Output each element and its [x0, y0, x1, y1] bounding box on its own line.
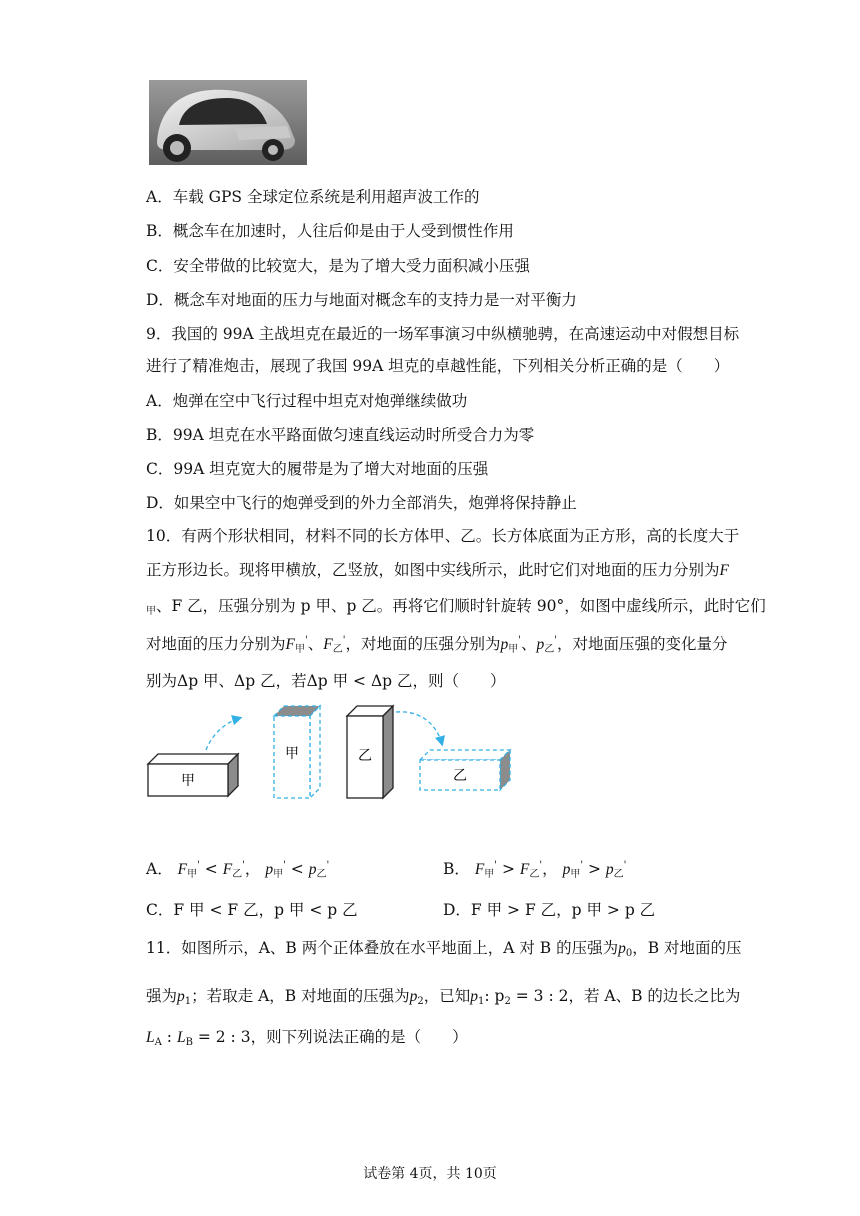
sym-p: p [265, 861, 274, 878]
sym-p2: p [409, 988, 418, 1005]
q10-stem-line2-F: F [719, 562, 729, 579]
block-yi-label: 乙 [358, 748, 372, 764]
f-yi-prime: F [323, 636, 333, 653]
sym-p1: p [177, 988, 185, 1005]
q9-option-b: B．99A 坦克在水平路面做匀速直线运动时所受合力为零 [146, 426, 535, 444]
prime: ' [197, 860, 200, 871]
prime: ' [304, 635, 308, 646]
block-jia-label: 甲 [181, 773, 195, 789]
q10-line4-part3: ，对地面压强的变化量分 [557, 635, 728, 653]
prime: ' [242, 860, 245, 871]
q8-option-c: C．安全带做的比较宽大，是为了增大受力面积减小压强 [146, 257, 530, 275]
gt: > [583, 860, 606, 878]
prime: ' [518, 635, 521, 646]
prime: ' [623, 860, 627, 871]
colon: : [161, 1028, 177, 1046]
ratio-p: : p [484, 987, 505, 1005]
q11-line1-tail: ，B 对地面的压 [632, 939, 742, 957]
q9-stem-line2: 进行了精准炮击，展现了我国 99A 坦克的卓越性能，下列相关分析正确的是（ ） [146, 357, 730, 375]
block-jia-dashed-label: 甲 [285, 746, 299, 762]
p-jia-prime: p [500, 636, 509, 653]
sym-L: L [176, 1029, 186, 1046]
q10-option-d: D．F 甲 > F 乙，p 甲 > p 乙 [443, 901, 656, 919]
q8-option-a: A．车载 GPS 全球定位系统是利用超声波工作的 [146, 188, 480, 206]
block-yi-solid [347, 706, 393, 798]
prime: ' [554, 635, 557, 646]
q9-option-d: D．如果空中飞行的炮弹受到的外力全部消失，炮弹将保持静止 [146, 494, 577, 512]
p-yi-prime: p [536, 636, 545, 653]
page-footer: 试卷第 4页，共 10页 [363, 1166, 497, 1182]
sym-p: p [562, 861, 571, 878]
sub-B: B [185, 1037, 193, 1048]
sub-yi: 乙 [529, 869, 540, 880]
q11-line3-tail: ，则下列说法正确的是（ ） [250, 1028, 468, 1046]
sub-jia: 甲 [187, 869, 198, 880]
sym-F: F [474, 861, 485, 878]
q9-option-a: A．炮弹在空中飞行过程中坦克对炮弹继续做功 [146, 392, 468, 410]
sym-L: L [146, 1029, 155, 1046]
sub-jia: 甲 [484, 869, 495, 880]
ratio-L: = 2 : 3 [192, 1028, 251, 1046]
sym-F: F [519, 861, 530, 878]
f-jia-prime: F [285, 636, 295, 653]
sub-yi: 乙 [332, 644, 343, 655]
lt: < [199, 860, 223, 878]
sub-0: 0 [625, 948, 633, 959]
q11-line2-c: ，已知 [423, 987, 471, 1005]
sym-p: p [605, 861, 614, 878]
opt-letter: A． [146, 860, 173, 878]
sub-yi: 乙 [544, 644, 555, 655]
q9-option-c: C．99A 坦克宽大的履带是为了增大对地面的压强 [146, 460, 489, 478]
concept-car-image [149, 80, 307, 165]
q11-line2-d: ，若 A、B 的边长之比为 [568, 987, 741, 1005]
sub-yi: 乙 [613, 869, 624, 880]
q11-line2-b: ；若取走 A，B 对地面的压强为 [191, 987, 410, 1005]
opt-letter: B． [443, 860, 470, 878]
block-jia-dashed [274, 706, 320, 798]
sub-jia: 甲 [508, 644, 519, 655]
q8-option-d: D．概念车对地面的压力与地面对概念车的支持力是一对平衡力 [146, 291, 577, 309]
q10-stem-line3-jia: 甲 [146, 606, 156, 617]
comma: ， [542, 860, 558, 878]
q10-stem-line2 [146, 558, 729, 580]
sym-p0: p [618, 940, 626, 957]
sub-jia: 甲 [273, 869, 284, 880]
q10-figure [140, 700, 530, 806]
q8-option-b: B．概念车在加速时，人往后仰是由于人受到惯性作用 [146, 222, 514, 240]
q10-line4-part2: ，对地面的压强分别为 [345, 635, 501, 653]
prime: ' [494, 860, 498, 871]
q11-stem-line2 [146, 984, 740, 1007]
sym-p1: p [470, 988, 478, 1005]
prime: ' [539, 860, 543, 871]
q10-stem-line3-text: 、F 乙，压强分别为 p 甲、p 乙。再将它们顺时针旋转 90°，如图中虚线所示，此时它们 [156, 597, 766, 615]
sub-2: 2 [504, 996, 511, 1007]
sym-F: F [177, 861, 188, 878]
q10-option-c: C．F 甲 < F 乙，p 甲 < p 乙 [146, 901, 358, 919]
q11-stem-line3 [146, 1025, 468, 1048]
sub-jia: 甲 [570, 869, 581, 880]
sym-F: F [222, 861, 233, 878]
block-yi-dashed [420, 750, 510, 790]
q10-stem-line3 [146, 594, 766, 617]
sub-A: A [154, 1037, 162, 1048]
sub-2: 2 [417, 996, 424, 1007]
q10-option-b [443, 857, 626, 880]
q11-stem-line1 [146, 936, 742, 959]
comma: ， [244, 860, 261, 878]
q10-stem-line2-text: 正方形边长。现将甲横放，乙竖放，如图中实线所示，此时它们对地面的压力分别为 [146, 561, 720, 579]
sep: 、 [307, 635, 324, 653]
q9-stem-line1: 9．我国的 99A 主战坦克在最近的一场军事演习中纵横驰骋，在高速运动中对假想目标 [146, 325, 740, 343]
sub-yi: 乙 [232, 869, 243, 880]
q10-option-a [146, 857, 329, 880]
prime: ' [342, 635, 346, 646]
q10-stem-line5: 别为Δp 甲、Δp 乙，若Δp 甲 < Δp 乙，则（ ） [146, 672, 506, 690]
prime: ' [283, 860, 286, 871]
q10-line4-part1: 对地面的压力分别为 [146, 635, 286, 653]
sub-jia: 甲 [294, 644, 305, 655]
sub-1: 1 [184, 996, 192, 1007]
prime: ' [580, 860, 584, 871]
q11-line1-text: 11．如图所示，A、B 两个正体叠放在水平地面上，A 对 B 的压强为 [146, 939, 619, 957]
sym-p: p [308, 861, 317, 878]
block-jia-solid [148, 754, 238, 796]
sep: 、 [520, 635, 537, 653]
prime: ' [326, 860, 330, 871]
q10-stem-line4 [146, 632, 728, 655]
block-yi-dashed-label: 乙 [453, 768, 467, 784]
rotate-arrow-jia [206, 718, 240, 750]
ratio-val: = 3 : 2 [510, 987, 569, 1005]
q10-stem-line1: 10．有两个形状相同，材料不同的长方体甲、乙。长方体底面为正方形，高的长度大于 [146, 527, 740, 545]
gt: > [497, 860, 520, 878]
rotate-arrow-yi [396, 712, 442, 744]
q11-line2-a: 强为 [146, 987, 178, 1005]
sub-yi: 乙 [316, 869, 327, 880]
sub-1: 1 [477, 996, 485, 1007]
lt: < [285, 860, 309, 878]
